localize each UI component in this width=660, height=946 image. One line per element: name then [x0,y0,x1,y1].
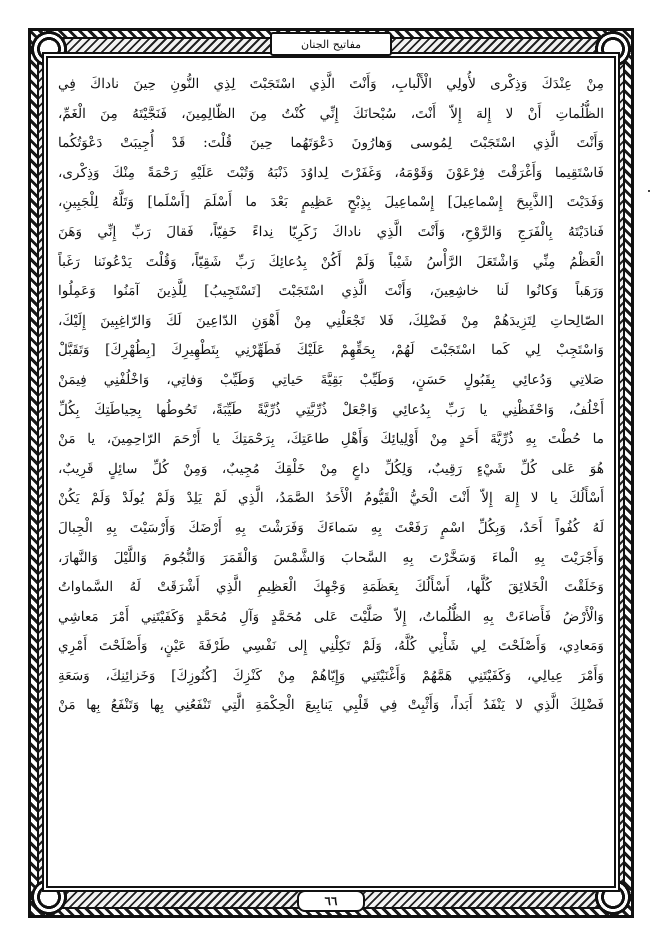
text-line: وَفَدَيْتَ [الذَّبِيحَ إِسْماعِيلَ] إِسْماعِيلَ بِذِبْحٍ عَظِيمٍ بَعْدَ ما أَسْلَمَ [أَسْلَما] وَتَلَّهُ لِلْجَبِينِ، [58,194,604,211]
page-number: ٦٦ [324,894,338,908]
scan-speck [648,190,650,192]
text-line: الْعَظْمُ مِنِّي وَاشْتَعَلَ الرَّأْسُ شَيْباً وَلَمْ أَكُنْ بِدُعائِكَ رَبِّ شَقِيّاً، وَقُلْتَ يَدْعُونَنا رَغَباً [58,253,604,270]
running-header [270,32,392,56]
page-number-plate [297,890,365,912]
text-line: فَضْلِكَ الَّذِي لا يَنْفَدُ أَبَداً، وَأَثْبِتْ فِي قَلْبِي يَنابِيعَ الْحِكْمَةِ الَّتِي تَنْفَعُنِي بِها وَتَنْفَعُ بِها مَنْ [58,697,604,714]
text-line: وَأَجْرَيْتَ بِهِ الْماءَ وَسَخَّرْتَ بِهِ السَّحابَ وَالشَّمْسَ وَالْقَمَرَ وَالنُّجُومَ وَاللَّيْلَ وَالنَّهارَ، [58,549,604,566]
text-line: الظُّلُماتِ أَنْ لا إِلهَ إِلاّ أَنْتَ، سُبْحانَكَ إِنِّي كُنْتُ مِنَ الظّالِمِينَ، فَنَجَّيْتَهُ مِنَ الْغَمِّ، [58,105,604,122]
book-title: مفاتيح الجنان [300,37,362,51]
text-line: وَمَعادِي، وَأَصْلَحْتَ لِي شَأْنِي كُلَّهُ، وَلَمْ تَكِلْنِي إِلى نَفْسِي طَرْفَةَ عَيْنٍ، وَأَصْلَحْتَ أَمْرِي [58,638,604,655]
text-line: ما حُطْتَ بِهِ ذُرِّيَّةَ أَحَدٍ مِنْ أَوْلِيائِكَ وَأَهْلِ طاعَتِكَ، بِرَحْمَتِكَ يا أَرْحَمَ الرّاحِمِينَ، يا مَنْ [58,431,604,448]
text-line: أَخْلُفُ، وَاحْفَظْنِي يا رَبِّ بِدُعائِي وَاجْعَلْ ذُرِّيَّتِي ذُرِّيَّةً طَيِّبَةً، تَحُوطُها بِحِياطَتِكَ بِكُلِّ [58,401,604,418]
text-line: وَالْأَرْضُ فَأَضاءَتْ بِهِ الظُّلُماتُ، إِلاّ صَلَّيْتَ عَلى مُحَمَّدٍ وَآلِ مُحَمَّدٍ وَكَفَيْتَنِي أَمْرَ مَعاشِي [58,608,604,625]
text-line: وَأَمْرَ عِيالِي، وَكَفَيْتَنِي هَمَّهُمْ وَأَغْنَيْتَنِي وَإِيّاهُمْ مِنْ كَنْزِكَ [كُنُوزِكَ] وَخَزائِنِكَ، وَسَعَةِ [58,667,604,684]
prayer-text-body [58,70,604,876]
text-line: فَنادَيْتَهُ بِالْفَرَجِ وَالرَّوْحِ، وَأَنْتَ الَّذِي ناداكَ زَكَرِيّا نِداءً خَفِيّاً، فَقالَ رَبِّ إِنِّي وَهَنَ [58,223,604,240]
text-line: وَأَنْتَ الَّذِي اسْتَجَبْتَ لِمُوسى وَهارُونَ دَعْوَتَهُما حِينَ قُلْتَ: قَدْ أُجِيبَتْ دَعْوَتُكُما [58,135,604,152]
text-line: هُوَ عَلى كُلِّ شَيْءٍ رَقِيبٌ، وَلِكُلِّ داعٍ مِنْ خَلْقِكَ مُجِيبٌ، وَمِنْ كُلِّ سائِلٍ قَرِيبٌ، [58,460,604,477]
text-line: الصّالِحاتِ لِتَزِيدَهُمْ مِنْ فَضْلِكَ، فَلا تَجْعَلْنِي مِنْ أَهْوَنِ الدّاعِينَ لَكَ وَالرّاغِبِينَ إِلَيْكَ، [58,312,604,329]
text-line: أَسْأَلُكَ يا لا إِلهَ إِلاّ أَنْتَ الْحَيُّ الْقَيُّومُ الْأَحَدُ الصَّمَدُ، الَّذِي لَمْ يَلِدْ وَلَمْ يُولَدْ وَلَمْ يَكُنْ [58,490,604,507]
text-line: وَخَلَقْتَ الْخَلائِقَ كُلَّها، أَسْأَلُكَ بِعَظَمَةِ وَجْهِكَ الْعَظِيمِ الَّذِي أَشْرَقَتْ لَهُ السَّماواتُ [58,579,604,596]
text-line: لَهُ كُفُواً أَحَدٌ، وَبِكُلِّ اسْمٍ رَفَعْتَ بِهِ سَماءَكَ وَفَرَشْتَ بِهِ أَرْضَكَ وَأَرْسَيْتَ بِهِ الْجِبالَ [58,519,604,536]
text-line: وَاسْتَجِبْ لِي كَما اسْتَجَبْتَ لَهُمْ، بِحَقِّهِمْ عَلَيْكَ فَطَهِّرْنِي بِتَطْهِيرِكَ [بِطُهْرِكَ] وَتَقَبَّلْ [58,342,604,359]
text-line: فَاسْتَقِيما وَأَغْرَقْتَ فِرْعَوْنَ وَقَوْمَهُ، وَغَفَرْتَ لِداوُدَ ذَنْبَهُ وَتُبْتَ عَلَيْهِ رَحْمَةً مِنْكَ وَذِكْرى، [58,164,604,181]
book-page [28,28,634,918]
text-line: مِنْ عِنْدَكَ وَذِكْرى لأُولِي الْأَلْبابِ، وَأَنْتَ الَّذِي اسْتَجَبْتَ لِذِي النُّونِ حِينَ ناداكَ فِي [58,76,604,92]
text-line: صَلاتِي وَدُعائِي بِقَبُولٍ حَسَنٍ، وَطَيِّبْ بَقِيَّةَ حَياتِي وَطَيِّبْ وَفاتِي، وَاخْلُفْنِي فِيمَنْ [58,371,604,388]
text-line: وَرَهَباً وَكانُوا لَنا خاشِعِينَ، وَأَنْتَ الَّذِي اسْتَجَبْتَ [تَسْتَجِيبُ] لِلَّذِينَ آمَنُوا وَعَمِلُوا [58,283,604,300]
